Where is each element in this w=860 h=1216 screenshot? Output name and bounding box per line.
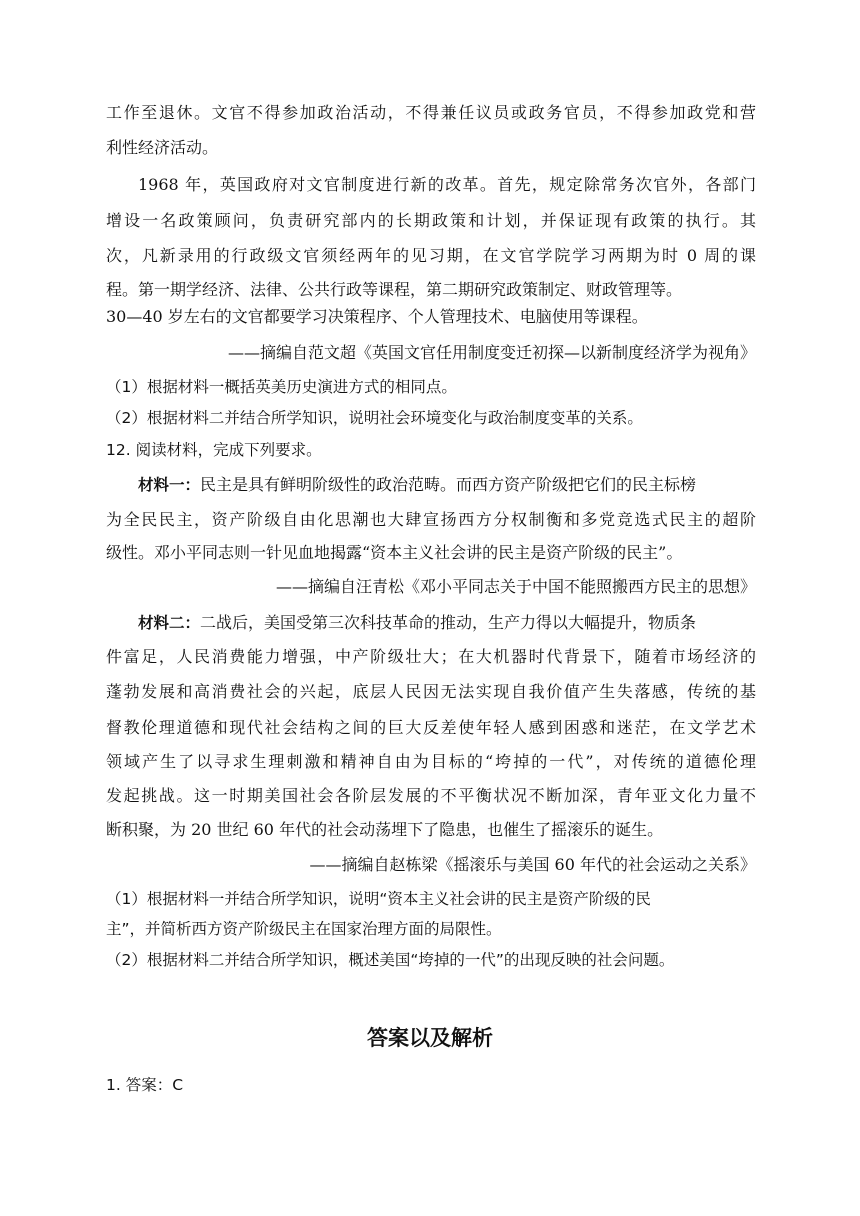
material-2-line: 件富足，人民消费能力增强，中产阶级壮大；在大机器时代背景下，随着市场经济的 bbox=[106, 647, 756, 666]
passage-line: 次，凡新录用的行政级文官须经两年的见习期，在文官学院学习两期为时 0 周的课 bbox=[106, 246, 756, 265]
material-2-line: 领域产生了以寻求生理刺激和精神自由为目标的“垮掉的一代”，对传统的道德伦理 bbox=[106, 752, 756, 771]
material-2-source: ——摘编自赵栋梁《摇滚乐与美国 60 年代的社会运动之关系》 bbox=[309, 855, 756, 874]
passage-line: 工作至退休。文官不得参加政治活动，不得兼任议员或政务官员，不得参加政党和营 bbox=[106, 103, 756, 122]
question-12-sub1-cont: 主”，并简析西方资产阶级民主在国家治理方面的局限性。 bbox=[106, 920, 502, 938]
material-2-line: 发起挑战。这一时期美国社会各阶层发展的不平衡状况不断加深，青年亚文化力量不 bbox=[106, 786, 756, 805]
passage-line: 程。第一期学经济、法律、公共行政等课程，第二期研究政策制定、财政管理等。 bbox=[106, 280, 683, 299]
answers-heading: 答案以及解析 bbox=[367, 1026, 493, 1050]
material-1-line: 级性。邓小平同志则一针见血地揭露“资本主义社会讲的民主是资产阶级的民主”。 bbox=[106, 543, 683, 562]
passage-line: 增设一名政策顾问，负责研究部内的长期政策和计划，并保证现有政策的执行。其 bbox=[106, 211, 756, 230]
passage-source: ——摘编自范文超《英国文官任用制度变迁初探—以新制度经济学为视角》 bbox=[227, 343, 756, 362]
material-2-line: 断积聚，为 20 世纪 60 年代的社会动荡埋下了隐患，也催生了摇滚乐的诞生。 bbox=[106, 820, 664, 839]
question-12-sub2: （2）根据材料二并结合所学知识，概述美国“垮掉的一代”的出现反映的社会问题。 bbox=[106, 951, 675, 969]
material-2-line: 蓬勃发展和高消费社会的兴起，底层人民因无法实现自我价值产生失落感，传统的基 bbox=[106, 682, 756, 701]
material-2-line: 督教伦理道德和现代社会结构之间的巨大反差使年轻人感到困惑和迷茫，在文学艺术 bbox=[106, 718, 756, 737]
question-11-sub2: （2）根据材料二并结合所学知识，说明社会环境变化与政治制度变革的关系。 bbox=[106, 409, 643, 427]
passage-line: 30—40 岁左右的文官都要学习决策程序、个人管理技术、电脑使用等课程。 bbox=[106, 307, 648, 326]
material-1-line: 为全民民主，资产阶级自由化思潮也大肆宣扬西方分权制衡和多党竞选式民主的超阶 bbox=[106, 510, 756, 529]
question-12-sub1: （1）根据材料一并结合所学知识，说明“资本主义社会讲的民主是资产阶级的民 bbox=[106, 890, 651, 908]
material-1-source: ——摘编自汪青松《邓小平同志关于中国不能照搬西方民主的思想》 bbox=[275, 577, 756, 596]
material-1-label: 材料一： bbox=[138, 476, 201, 494]
answer-1: 1. 答案：C bbox=[106, 1076, 184, 1094]
material-2-label: 材料二： bbox=[138, 614, 201, 632]
material-2-line: 材料二：二战后，美国受第三次科技革命的推动，生产力得以大幅提升，物质条 bbox=[138, 613, 697, 632]
material-1-line: 材料一：民主是具有鲜明阶级性的政治范畴。而西方资产阶级把它们的民主标榜 bbox=[138, 475, 697, 494]
passage-line: 利性经济活动。 bbox=[106, 138, 219, 157]
question-11-sub1: （1）根据材料一概括英美历史演进方式的相同点。 bbox=[106, 378, 457, 396]
passage-line: 1968 年，英国政府对文官制度进行新的改革。首先，规定除常务次官外，各部门 bbox=[138, 175, 756, 194]
question-12-stem: 12. 阅读材料，完成下列要求。 bbox=[106, 441, 322, 459]
